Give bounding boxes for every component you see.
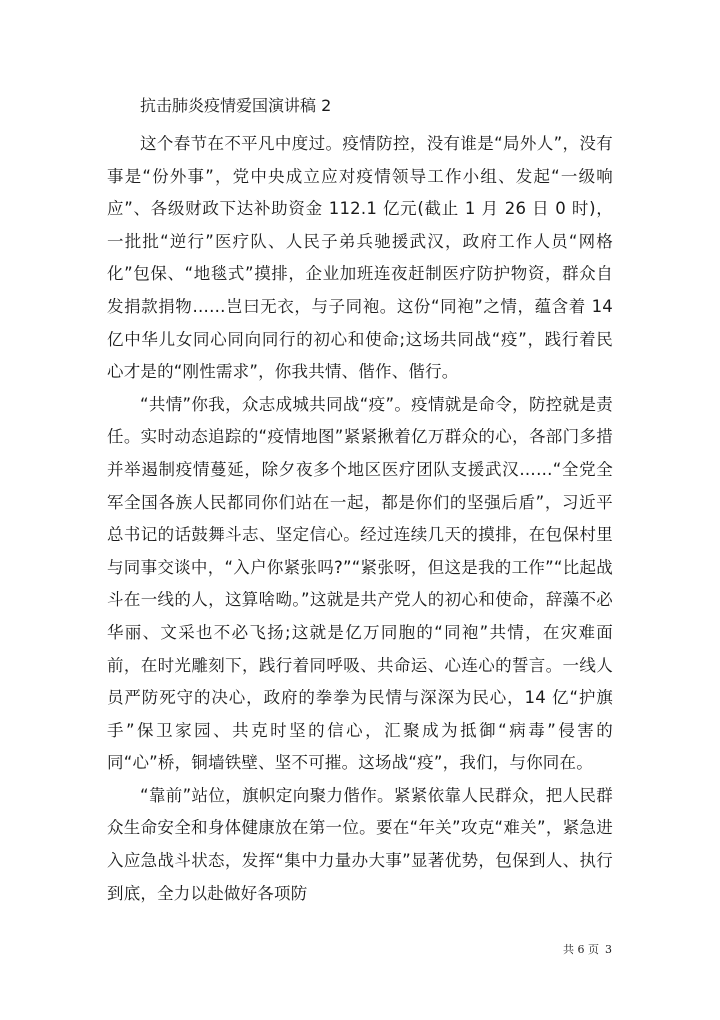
paragraph-1: 这个春节在不平凡中度过。疫情防控，没有谁是“局外人”，没有事是“份外事”，党中央成立应对疫情领导工作小组、发起“一级响应”、各级财政下达补助资金 112.1 亿元(截止 1 月 26 日 0 时)，一批批“逆行”医疗队、人民子弟兵驰援武汉，政府工作人员“网格化”包保、“地毯式”摸排，企业加班连夜赶制医疗防护物资，群众自发捐款捐物……岂曰无衣，与子同袍。这份“同袍”之情，蕴含着 14 亿中华儿女同心同向同行的初心和使命;这场共同战“疫”，践行着民心才是的“刚性需求”，你我共情、偕作、偕行。 [107,134,613,382]
page-footer [563,942,612,958]
total-pages-label: 共 6 页 [563,943,599,956]
paragraph-3: “靠前”站位，旗帜定向聚力偕作。紧紧依靠人民群众，把人民群众生命安全和身体健康放在第一位。要在“年关”攻克“难关”，紧急进入应急战斗状态，发挥“集中力量办大事”显著优势，包保到人、执行到底，全力以赴做好各项防 [107,785,613,903]
document-title: 抗击肺炎疫情爱国演讲稿 2 [140,96,332,115]
page-number: 3 [605,943,612,956]
paragraph-2: “共情”你我，众志成城共同战“疫”。疫情就是命令，防控就是责任。实时动态追踪的“疫情地图”紧紧揪着亿万群众的心，各部门多措并举遏制疫情蔓延，除夕夜多个地区医疗团队支援武汉……“全党全军全国各族人民都同你们站在一起，都是你们的坚强后盾”，习近平总书记的话鼓舞斗志、坚定信心。经过连续几天的摸排，在包保村里与同事交谈中，“入户你紧张吗?”“紧张呀，但这是我的工作”“比起战斗在一线的人，这算啥呦。”这就是共产党人的初心和使命，辞藻不必华丽、文采也不必飞扬;这就是亿万同胞的“同袍”共情，在灾难面前，在时光雕刻下，践行着同呼吸、共命运、心连心的誓言。一线人员严防死守的决心，政府的拳拳为民情与深深为民心，14 亿“护旗手”保卫家园、共克时坚的信心，汇聚成为抵御“病毒”侵害的同“心”桥，铜墙铁壁、坚不可摧。这场战“疫”，我们，与你同在。 [107,394,613,773]
document-body [107,128,613,910]
